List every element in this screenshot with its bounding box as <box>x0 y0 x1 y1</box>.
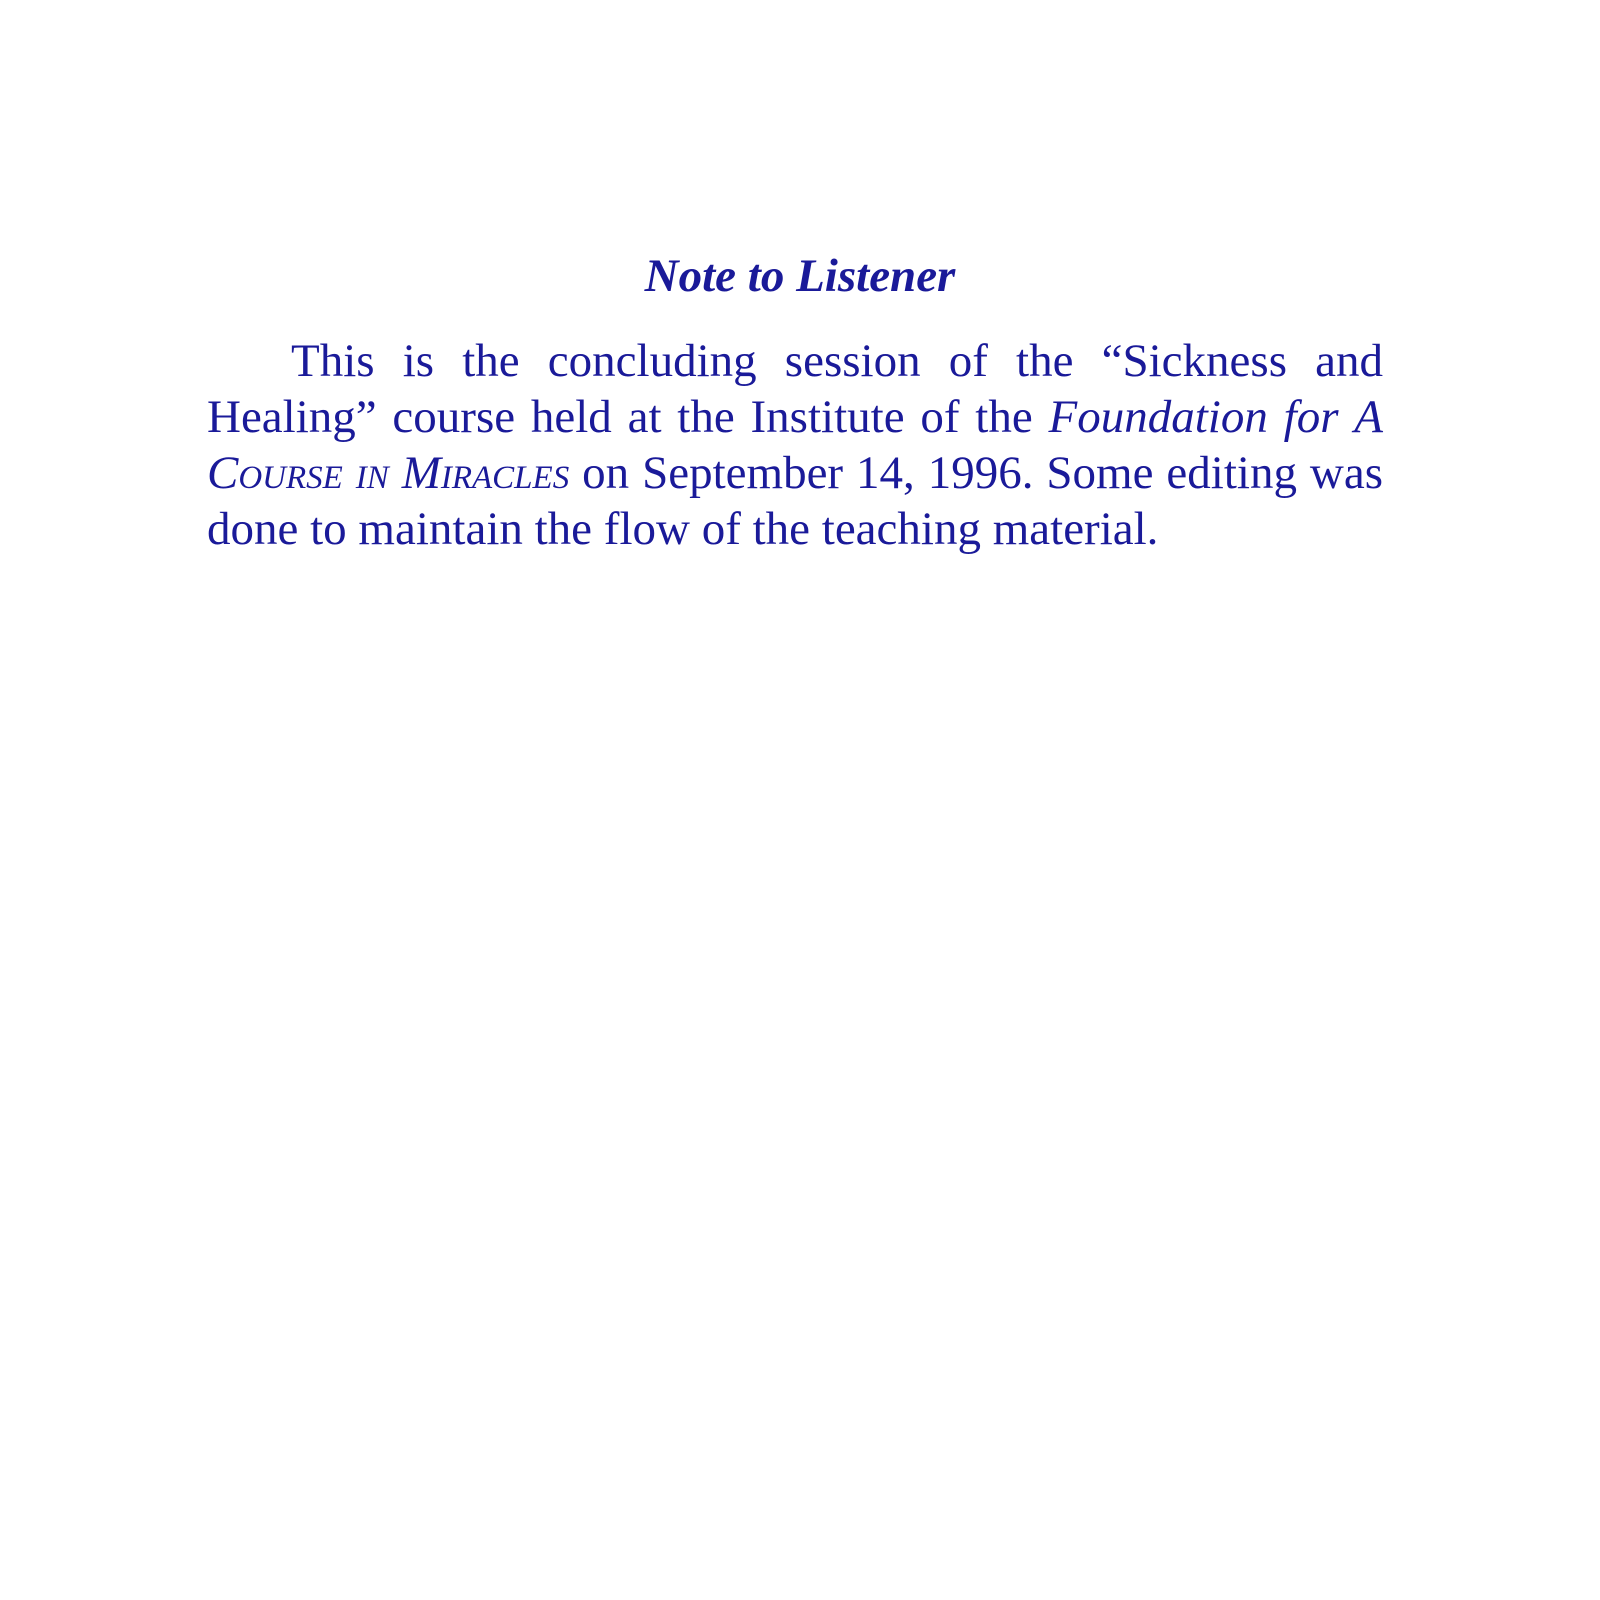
foundation-name-italic: Foundation for <box>1048 391 1339 443</box>
paragraph-text-end: on September 14, 1996. Some editing was done to maintain the flow of the teaching material. <box>207 447 1383 555</box>
note-paragraph <box>207 333 1383 557</box>
paragraph-text-start: This is the concluding session of the “Sickness and Healing” course held at the Institute of the <box>207 335 1383 443</box>
course-title-small-caps: A Course in Miracles <box>207 391 1383 499</box>
note-title: Note to Listener <box>644 250 956 302</box>
